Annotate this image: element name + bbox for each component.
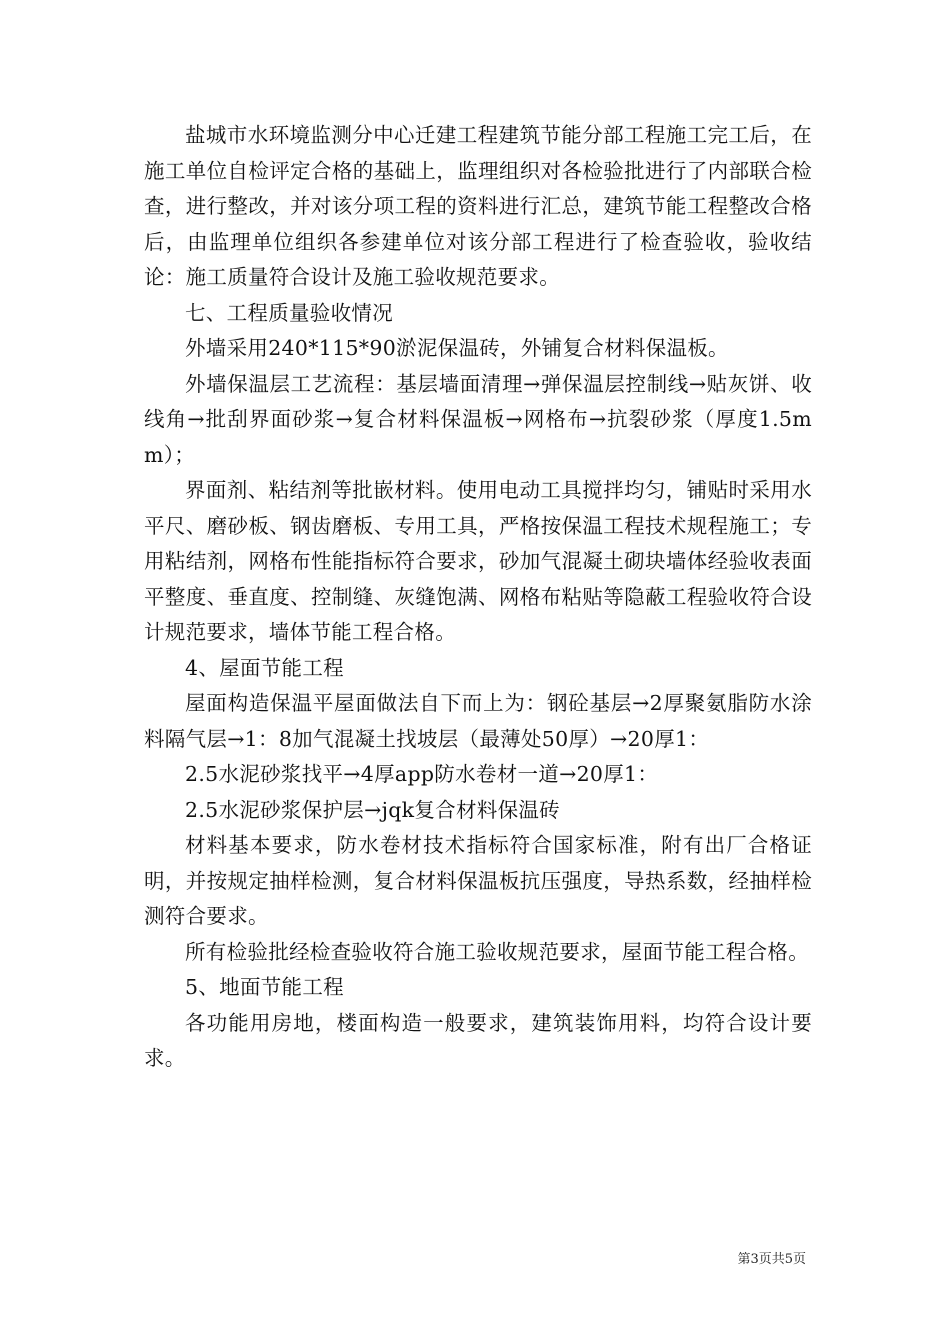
paragraph-material-requirements: 材料基本要求，防水卷材技术指标符合国家标准，附有出厂合格证明，并按规定抽样检测，复合材料保温板抗压强度，导热系数，经抽样检测符合要求。 [144, 833, 812, 928]
paragraph-roof-protection: 2.5水泥砂浆保护层→jqk复合材料保温砖 [185, 797, 560, 822]
section-heading-floor: 5、地面节能工程 [185, 975, 344, 999]
paragraph-floor-requirements: 各功能用房地，楼面构造一般要求，建筑装饰用料，均符合设计要求。 [144, 1010, 812, 1070]
paragraph-roof-leveling: 2.5水泥砂浆找平→4厚app防水卷材一道→20厚1： [185, 762, 659, 786]
page-number-footer: 第3页共5页 [737, 1252, 806, 1267]
paragraph-exterior-wall-material: 外墙采用240*115*90淤泥保温砖，外铺复合材料保温板。 [185, 336, 729, 360]
section-heading-quality-acceptance: 七、工程质量验收情况 [185, 300, 393, 325]
paragraph-roof-conclusion: 所有检验批经检查验收符合施工验收规范要求，屋面节能工程合格。 [185, 939, 809, 964]
paragraph-insulation-process: 外墙保温层工艺流程：基层墙面清理→弹保温层控制线→贴灰饼、收线角→批刮界面砂浆→复合材料保温板→网格布→抗裂砂浆（厚度1.5mm）； [144, 371, 812, 467]
section-heading-roof: 4、屋面节能工程 [185, 655, 344, 680]
document-body [144, 118, 812, 1077]
paragraph-roof-structure: 屋面构造保温平屋面做法自下而上为：钢砼基层→2厚聚氨脂防水涂料隔气层→1：8加气混凝土找坡层（最薄处50厚）→20厚1： [144, 691, 812, 751]
paragraph-interface-materials: 界面剂、粘结剂等批嵌材料。使用电动工具搅拌均匀，铺贴时采用水平尺、磨砂板、钢齿磨板、专用工具，严格按保温工程技术规程施工；专用粘结剂，网格布性能指标符合要求，砂加气混凝土砌块墙体经验收表面平整度、垂直度、控制缝、灰缝饱满、网格布粘贴等隐蔽工程验收符合设计规范要求，墙体节能工程合格。 [144, 478, 812, 644]
paragraph-acceptance-summary: 盐城市水环境监测分中心迁建工程建筑节能分部工程施工完工后，在施工单位自检评定合格的基础上，监理组织对各检验批进行了内部联合检查，进行整改，并对该分项工程的资料进行汇总，建筑节能工程整改合格后，由监理单位组织各参建单位对该分部工程进行了检查验收，验收结论：施工质量符合设计及施工验收规范要求。 [144, 123, 812, 289]
